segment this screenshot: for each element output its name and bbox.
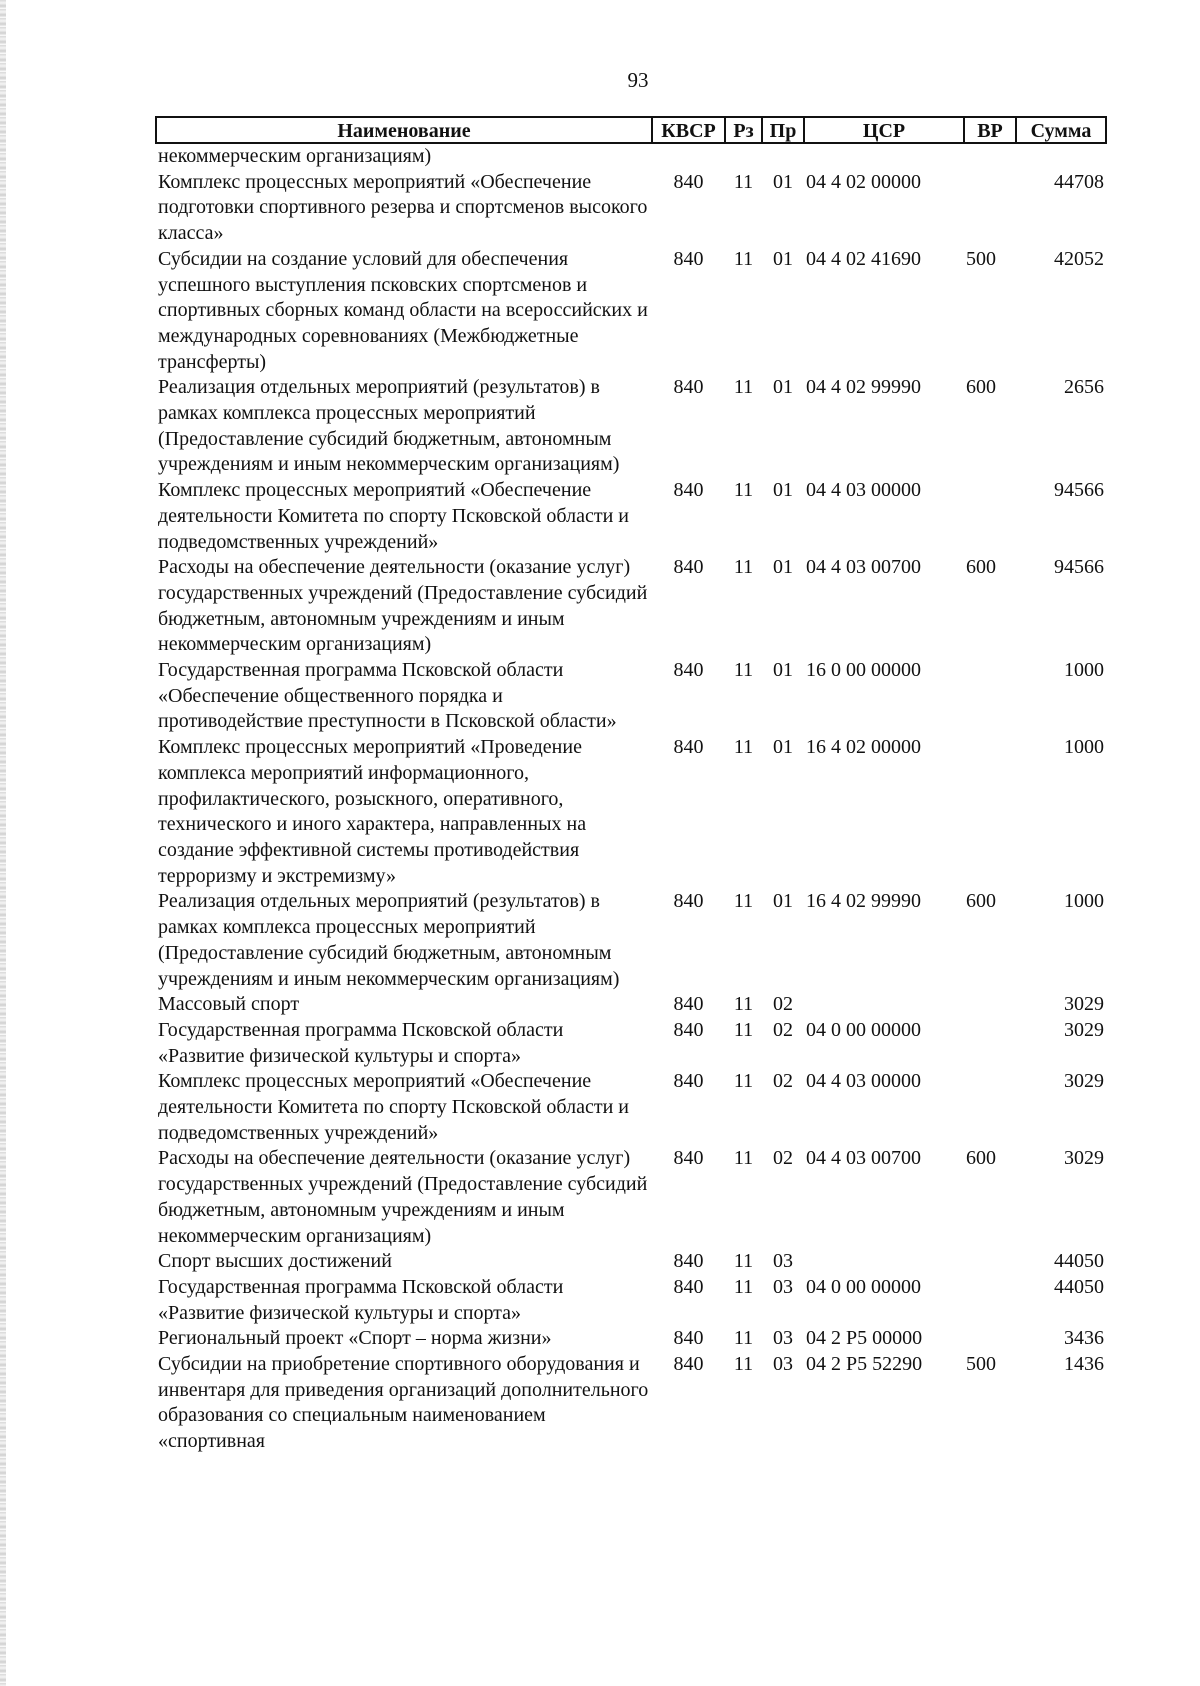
cell-name: Государственная программа Псковской области «Развитие физической культуры и спорта»	[158, 1275, 564, 1324]
table-row	[156, 247, 1106, 376]
header-sum: Сумма	[1016, 117, 1106, 143]
cell-sum: 3029	[1064, 1018, 1104, 1041]
table-row	[156, 143, 1106, 170]
cell-pr: 02	[773, 1147, 793, 1170]
header-vr: ВР	[964, 117, 1016, 143]
table-row	[156, 1352, 1106, 1455]
cell-csr: 04 2 P5 52290	[806, 1353, 923, 1376]
cell-rz: 11	[733, 1018, 754, 1041]
cell-csr: 04 4 03 00000	[806, 1070, 921, 1093]
page-number: 93	[627, 68, 649, 92]
cell-vr	[964, 143, 1016, 170]
table-row	[156, 1146, 1106, 1249]
cell-kvsr: 840	[673, 890, 704, 913]
cell-csr	[804, 1249, 964, 1275]
cell-pr: 03	[773, 1275, 793, 1298]
cell-sum: 44708	[1054, 170, 1104, 193]
cell-rz: 11	[733, 890, 754, 913]
cell-pr: 01	[773, 376, 793, 399]
table-row	[156, 555, 1106, 658]
cell-pr	[762, 143, 804, 170]
cell-csr: 04 4 02 00000	[806, 170, 921, 193]
cell-kvsr: 840	[673, 556, 704, 579]
cell-rz: 11	[733, 1327, 754, 1350]
table-row	[156, 658, 1106, 735]
cell-vr	[964, 1275, 1016, 1326]
cell-pr: 01	[773, 247, 793, 270]
cell-sum: 94566	[1054, 479, 1104, 502]
cell-sum: 44050	[1054, 1275, 1104, 1298]
cell-csr: 04 4 03 00000	[806, 479, 921, 502]
cell-csr: 16 4 02 00000	[806, 736, 921, 759]
table-row	[156, 478, 1106, 555]
cell-sum: 1436	[1064, 1353, 1104, 1376]
table-row	[156, 170, 1106, 247]
cell-name: Реализация отдельных мероприятий (результатов) в рамках комплекса процессных мероприятий (Предоставление субсидий бюджетным, автономным учреждениям и иным некоммерческим организациям)	[158, 376, 620, 476]
cell-kvsr: 840	[673, 376, 704, 399]
cell-sum: 3436	[1064, 1327, 1104, 1350]
cell-sum: 42052	[1054, 247, 1104, 270]
cell-rz: 11	[733, 1353, 754, 1376]
cell-csr	[804, 992, 964, 1018]
cell-pr: 02	[773, 1018, 793, 1041]
cell-vr	[964, 1018, 1016, 1069]
header-kvsr: КВСР	[652, 117, 725, 143]
header-rz: Рз	[725, 117, 762, 143]
cell-sum: 3029	[1064, 993, 1104, 1016]
cell-sum: 2656	[1064, 376, 1104, 399]
cell-rz: 11	[733, 993, 754, 1016]
table-body	[156, 143, 1106, 1455]
cell-kvsr: 840	[673, 247, 704, 270]
cell-sum: 1000	[1064, 659, 1104, 682]
table-row	[156, 1249, 1106, 1275]
cell-csr: 04 2 P5 00000	[806, 1327, 923, 1350]
cell-kvsr: 840	[673, 170, 704, 193]
header-pr: Пр	[762, 117, 804, 143]
cell-rz: 11	[733, 1250, 754, 1273]
cell-pr: 03	[773, 1327, 793, 1350]
cell-kvsr: 840	[673, 1353, 704, 1376]
cell-rz: 11	[733, 247, 754, 270]
budget-table	[155, 116, 1107, 1455]
cell-name: Субсидии на приобретение спортивного оборудования и инвентаря для приведения организаций дополнительного образования со специальным наименованием «спортивная	[158, 1353, 649, 1453]
header-csr: ЦСР	[804, 117, 964, 143]
cell-rz: 11	[733, 376, 754, 399]
cell-sum: 94566	[1054, 556, 1104, 579]
cell-rz: 11	[733, 1147, 754, 1170]
cell-pr: 01	[773, 736, 793, 759]
cell-vr	[964, 1326, 1016, 1352]
cell-name: Массовый спорт	[158, 993, 300, 1016]
cell-vr	[964, 992, 1016, 1018]
table-row	[156, 1069, 1106, 1146]
cell-sum: 1000	[1064, 890, 1104, 913]
cell-sum	[1016, 143, 1106, 170]
cell-kvsr: 840	[673, 1327, 704, 1350]
cell-csr: 16 4 02 99990	[806, 890, 921, 913]
table-row	[156, 889, 1106, 992]
cell-name: Государственная программа Псковской области «Развитие физической культуры и спорта»	[158, 1018, 564, 1067]
cell-pr: 01	[773, 170, 793, 193]
cell-rz	[725, 143, 762, 170]
cell-pr: 02	[773, 1070, 793, 1093]
table-header-row	[156, 117, 1106, 143]
cell-rz: 11	[733, 1070, 754, 1093]
cell-rz: 11	[733, 479, 754, 502]
cell-name: Субсидии на создание условий для обеспечения успешного выступления псковских спортсменов и спортивных сборных команд области на всероссийских и международных соревнованиях (Межбюджетные трансферты)	[158, 247, 648, 373]
cell-vr: 600	[966, 890, 996, 913]
cell-rz: 11	[733, 736, 754, 759]
cell-vr: 500	[966, 1353, 996, 1376]
scan-edge-artifact	[0, 0, 6, 1686]
table-row	[156, 375, 1106, 478]
cell-kvsr	[652, 143, 725, 170]
cell-name: Реализация отдельных мероприятий (результатов) в рамках комплекса процессных мероприятий (Предоставление субсидий бюджетным, автономным учреждениям и иным некоммерческим организациям)	[158, 890, 620, 990]
cell-csr: 04 0 00 00000	[806, 1275, 921, 1298]
cell-name: Расходы на обеспечение деятельности (оказание услуг) государственных учреждений (Предоставление субсидий бюджетным, автономным учреждениям и иным некоммерческим организациям)	[158, 556, 648, 656]
cell-kvsr: 840	[673, 1070, 704, 1093]
cell-kvsr: 840	[673, 659, 704, 682]
table-row	[156, 1326, 1106, 1352]
cell-name: Государственная программа Псковской области «Обеспечение общественного порядка и противодействие преступности в Псковской области»	[158, 659, 617, 733]
cell-rz: 11	[733, 170, 754, 193]
cell-sum: 1000	[1064, 736, 1104, 759]
cell-kvsr: 840	[673, 736, 704, 759]
cell-name: Комплекс процессных мероприятий «Обеспечение деятельности Комитета по спорту Псковской области и подведомственных учреждений»	[158, 1070, 629, 1144]
cell-vr	[964, 1069, 1016, 1146]
cell-csr: 04 4 03 00700	[806, 1147, 921, 1170]
header-name: Наименование	[156, 117, 652, 143]
table-row	[156, 1018, 1106, 1069]
cell-pr: 03	[773, 1250, 793, 1273]
cell-pr: 01	[773, 659, 793, 682]
cell-name: Комплекс процессных мероприятий «Проведение комплекса мероприятий информационного, профилактического, розыскного, оперативного, технического и иного характера, направленных на создание эффективной системы противодействия терроризму и экстремизму»	[158, 736, 587, 887]
table-row	[156, 735, 1106, 889]
cell-sum: 3029	[1064, 1070, 1104, 1093]
cell-csr: 04 4 03 00700	[806, 556, 921, 579]
cell-kvsr: 840	[673, 1147, 704, 1170]
cell-pr: 01	[773, 479, 793, 502]
cell-rz: 11	[733, 556, 754, 579]
table-row	[156, 1275, 1106, 1326]
cell-vr: 600	[966, 556, 996, 579]
cell-sum: 44050	[1054, 1250, 1104, 1273]
cell-pr: 01	[773, 556, 793, 579]
cell-vr	[964, 478, 1016, 555]
cell-kvsr: 840	[673, 479, 704, 502]
cell-csr: 04 4 02 41690	[806, 247, 921, 270]
cell-csr: 04 4 02 99990	[806, 376, 921, 399]
cell-kvsr: 840	[673, 993, 704, 1016]
cell-vr: 600	[966, 376, 996, 399]
cell-name: Региональный проект «Спорт – норма жизни»	[158, 1327, 552, 1350]
cell-name: Спорт высших достижений	[158, 1250, 392, 1273]
cell-vr: 500	[966, 247, 996, 270]
cell-kvsr: 840	[673, 1250, 704, 1273]
cell-rz: 11	[733, 1275, 754, 1298]
cell-pr: 02	[773, 993, 793, 1016]
cell-vr	[964, 658, 1016, 735]
cell-kvsr: 840	[673, 1275, 704, 1298]
table-row	[156, 992, 1106, 1018]
cell-csr	[804, 143, 964, 170]
cell-kvsr: 840	[673, 1018, 704, 1041]
cell-name: Комплекс процессных мероприятий «Обеспечение деятельности Комитета по спорту Псковской области и подведомственных учреждений»	[158, 479, 629, 553]
cell-vr	[964, 1249, 1016, 1275]
cell-rz: 11	[733, 659, 754, 682]
cell-vr	[964, 735, 1016, 889]
cell-vr: 600	[966, 1147, 996, 1170]
cell-name: некоммерческим организациям)	[158, 145, 432, 167]
cell-vr	[964, 170, 1016, 247]
cell-name: Расходы на обеспечение деятельности (оказание услуг) государственных учреждений (Предоставление субсидий бюджетным, автономным учреждениям и иным некоммерческим организациям)	[158, 1147, 648, 1247]
cell-name: Комплекс процессных мероприятий «Обеспечение подготовки спортивного резерва и спортсменов высокого класса»	[158, 170, 648, 245]
cell-sum: 3029	[1064, 1147, 1104, 1170]
cell-pr: 01	[773, 890, 793, 913]
cell-csr: 16 0 00 00000	[806, 659, 921, 682]
cell-pr: 03	[773, 1353, 793, 1376]
cell-csr: 04 0 00 00000	[806, 1018, 921, 1041]
